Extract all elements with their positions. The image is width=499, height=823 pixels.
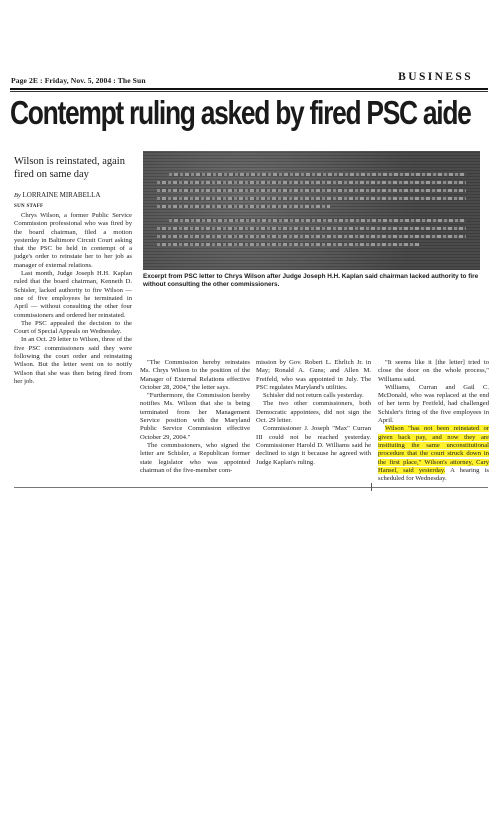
byline-by: By (14, 192, 21, 199)
letter-text-line (157, 243, 420, 246)
letter-text-line (157, 189, 466, 192)
letter-text-line (169, 219, 466, 222)
byline-staff: SUN STAFF (14, 204, 44, 209)
article-column-3 (256, 359, 371, 467)
letter-text-line (157, 235, 466, 238)
section-name: BUSINESS (398, 71, 473, 83)
letter-scan-texture (143, 151, 480, 270)
byline (14, 190, 139, 212)
article-column-2 (140, 359, 250, 475)
paragraph: "The Commission hereby reinstates Ms. Chrys Wilson to the position of the Manager of External Relations effective October 28, 2004," the letter says. (140, 359, 250, 391)
paragraph: The PSC appealed the decision to the Court of Special Appeals on Wednesday. (14, 319, 132, 336)
article-column-1 (14, 212, 132, 386)
article-end-rule (14, 487, 488, 488)
paragraph: Last month, Judge Joseph H.H. Kaplan ruled that the board chairman, Kenneth D. Schisler, lacked authority to fire Wilson — one of five employees he terminated in April — without consulting the other four commissioners and ordered her reinstated. (14, 270, 132, 319)
article-column-4 (378, 359, 489, 483)
letter-text-line (157, 181, 466, 184)
paragraph: mission by Gov. Robert L. Ehrlich Jr. in May; Ronald A. Guns; and Allen M. Freifeld, who was appointed in July. The PSC regulates Maryland's utilities. (256, 359, 371, 391)
letter-text-line (157, 227, 466, 230)
paragraph: Commissioner J. Joseph "Max" Curran III could not be reached yesterday. Commissioner Harold D. Williams said he declined to sign it because he agreed with Judge Kaplan's ruling. (256, 425, 371, 466)
byline-author: LORRAINE MIRABELLA (22, 191, 101, 199)
page-dateline: Page 2E : Friday, Nov. 5, 2004 : The Sun (11, 76, 146, 85)
paragraph: "It seems like it [the letter] tried to close the door on the whole process," Williams said. (378, 359, 489, 383)
paragraph: "Furthermore, the Commission hereby notifies Ms. Wilson that she is being terminated from her Management Service position with the Maryland Public Service Commission effective October 29, 2004." (140, 392, 250, 441)
letter-text-line (157, 205, 330, 208)
highlighted-quote: Wilson "has not been reinstated or given back pay, and now they are instituting the same unconstitutional procedure that the court struck down in the first place," Wilson's attorney, Cary Hansel, said yesterday. (378, 425, 489, 474)
header-rule (10, 88, 488, 90)
photo-caption: Excerpt from PSC letter to Chrys Wilson after Judge Joseph H.H. Kaplan said chairman lacked authority to fire without consulting the other commissioners. (143, 273, 479, 288)
highlighted-paragraph (378, 425, 489, 483)
subhead: Wilson is reinstated, again fired on same day (14, 156, 125, 180)
paragraph: Williams, Curran and Gail C. McDonald, who was replaced at the end of her term by Freifeld, had challenged Schisler's firing of the five employees in April. (378, 383, 489, 425)
paragraph: The two other commissioners, both Democratic appointees, did not sign the Oct. 29 letter. (256, 400, 371, 425)
header-rule-thin (10, 91, 488, 92)
paragraph-tail: A hearing is scheduled for Wednesday. (378, 466, 489, 483)
paragraph: The commissioners, who signed the letter are Schisler, a Republican former state legislator who was appointed chairman of the five-member com- (140, 441, 250, 474)
paragraph: In an Oct. 29 letter to Wilson, three of the five PSC commissioners said they were following the court order and reinstating Wilson. But the letter went on to notify Wilson that she was then being fired from her job. (14, 336, 132, 385)
article-end-tick (371, 483, 372, 491)
letter-text-line (169, 173, 466, 176)
letter-excerpt-photo (143, 151, 480, 270)
headline: Contempt ruling asked by fired PSC aide (10, 94, 471, 131)
letter-text-line (157, 197, 466, 200)
paragraph: Schisler did not return calls yesterday. (263, 392, 364, 400)
paragraph: Chrys Wilson, a former Public Service Commission professional who was fired by the board chairman, filed a motion yesterday in Baltimore Circuit Court asking that the PSC be held in contempt of a judge's order to reinstate her to her job as manager of external relations. (14, 212, 132, 269)
